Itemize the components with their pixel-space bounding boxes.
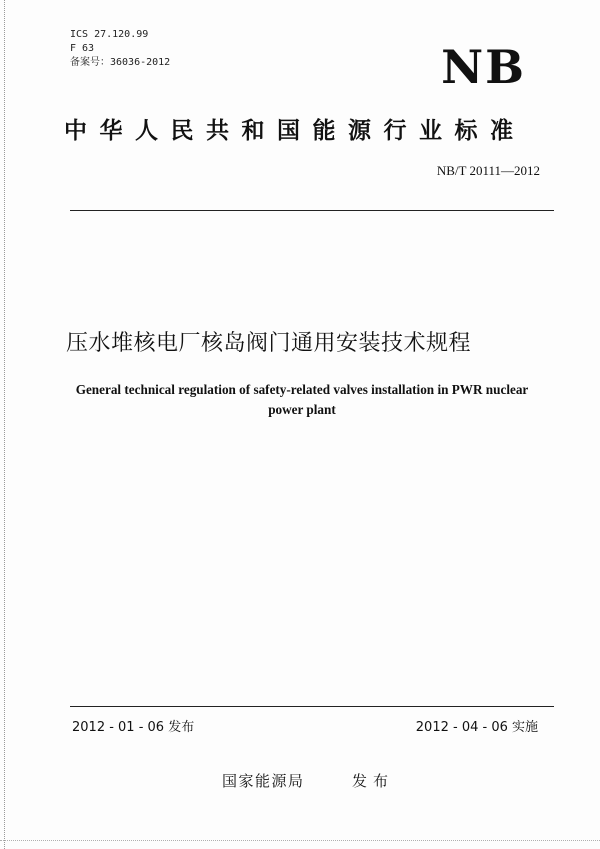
ics-code: ICS 27.120.99 <box>70 29 149 40</box>
classification-block <box>70 28 170 70</box>
nb-logo: NB <box>441 40 526 94</box>
document-title-en-line2: power plant <box>268 402 336 417</box>
issue-date: 2012 - 01 - 06 发布 <box>72 720 195 735</box>
filing-number-line <box>70 56 170 70</box>
document-title-cn: 压水堆核电厂核岛阀门通用安装技术规程 <box>66 331 472 356</box>
implementation-date: 2012 - 04 - 06 实施 <box>415 720 538 735</box>
filing-number: 36036-2012 <box>110 57 171 68</box>
scan-edge-bottom <box>0 840 600 841</box>
publisher-verb: 发布 <box>352 772 395 790</box>
scan-edge-left <box>4 0 5 849</box>
document-title-en-line1: General technical regulation of safety-related valves installation in PWR nuclear <box>75 382 529 397</box>
header-divider <box>70 210 554 211</box>
document-title-en <box>60 380 544 420</box>
standard-code: NB/T 20111—2012 <box>436 163 540 178</box>
filing-label: 备案号： <box>70 57 110 68</box>
publisher-name: 国家能源局 <box>222 772 305 790</box>
footer-divider <box>70 706 554 707</box>
standard-series-title: 中华人民共和国能源行业标准 <box>64 118 526 144</box>
ccs-code: F 63 <box>70 43 95 54</box>
